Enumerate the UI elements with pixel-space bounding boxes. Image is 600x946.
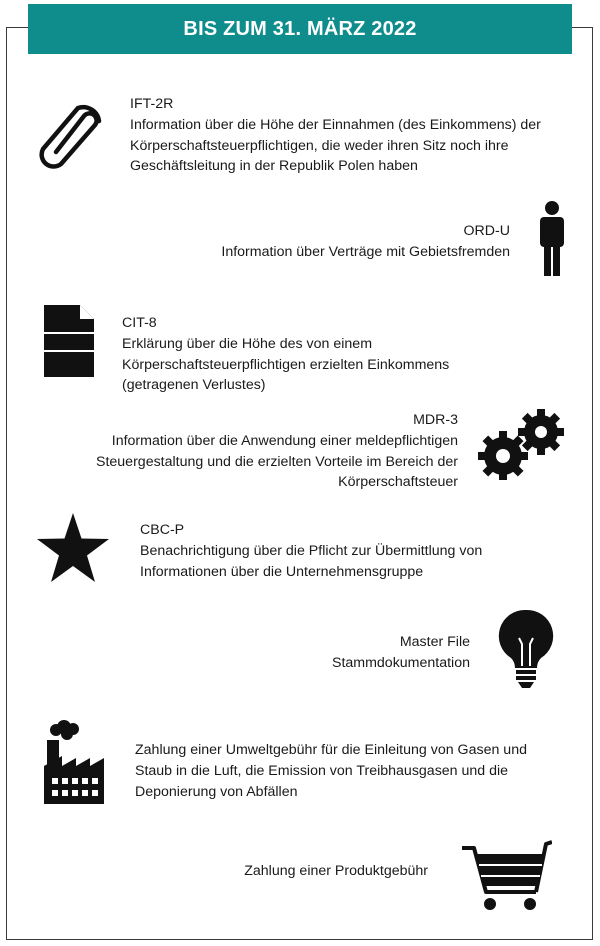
list-item <box>140 520 520 582</box>
list-item <box>122 313 502 396</box>
factory-icon <box>42 720 106 804</box>
list-item <box>220 861 428 882</box>
star-icon <box>36 512 110 584</box>
gears-icon <box>478 408 568 480</box>
lightbulb-icon <box>498 608 554 690</box>
document-icon <box>44 305 94 377</box>
page-title <box>28 4 572 54</box>
form-code: CBC-P <box>140 522 185 538</box>
header-title: BIS ZUM 31. MÄRZ 2022 <box>183 17 417 40</box>
form-description: Stammdokumentation <box>331 654 470 671</box>
form-description: Zahlung einer Umweltgebühr für die Einleitung von Gasen und Staub in die Luft, die Emission von Treibhausgasen und die Deponierung von Abfällen <box>135 742 527 800</box>
form-description: Information über Verträge mit Gebietsfremden <box>221 243 510 260</box>
form-description: Zahlung einer Produktgebühr <box>244 863 428 879</box>
shopping-cart-icon <box>456 836 552 912</box>
form-description: Erklärung über die Höhe des von einem Körperschaftsteuerpflichtigen erzielten Einkommens (getragenen Verlustes) <box>122 335 450 394</box>
paperclip-icon <box>36 100 102 170</box>
list-item <box>130 94 560 177</box>
form-code: MDR-3 <box>413 412 458 428</box>
form-description: Information über die Anwendung einer meldepflichtigen Steuergestaltung und die erzielten Vorteile im Bereich der Körperschaftsteuer <box>96 432 458 491</box>
form-code: Master File <box>399 634 470 650</box>
list-item <box>250 632 470 674</box>
list-item <box>135 740 555 802</box>
form-code: ORD-U <box>463 223 510 239</box>
form-description: Benachrichtigung über die Pflicht zur Übermittlung von Informationen über die Unternehmensgruppe <box>140 542 483 580</box>
form-code: CIT-8 <box>122 315 157 331</box>
list-item <box>190 221 510 263</box>
person-icon <box>538 200 566 278</box>
form-description: Information über die Höhe der Einnahmen (des Einkommens) der Körperschaftsteuerpflichtigen, die weder ihren Sitz noch ihre Geschäftsleitung in der Republik Polen haben <box>130 116 541 175</box>
list-item <box>60 410 458 493</box>
form-code: IFT-2R <box>130 96 174 112</box>
